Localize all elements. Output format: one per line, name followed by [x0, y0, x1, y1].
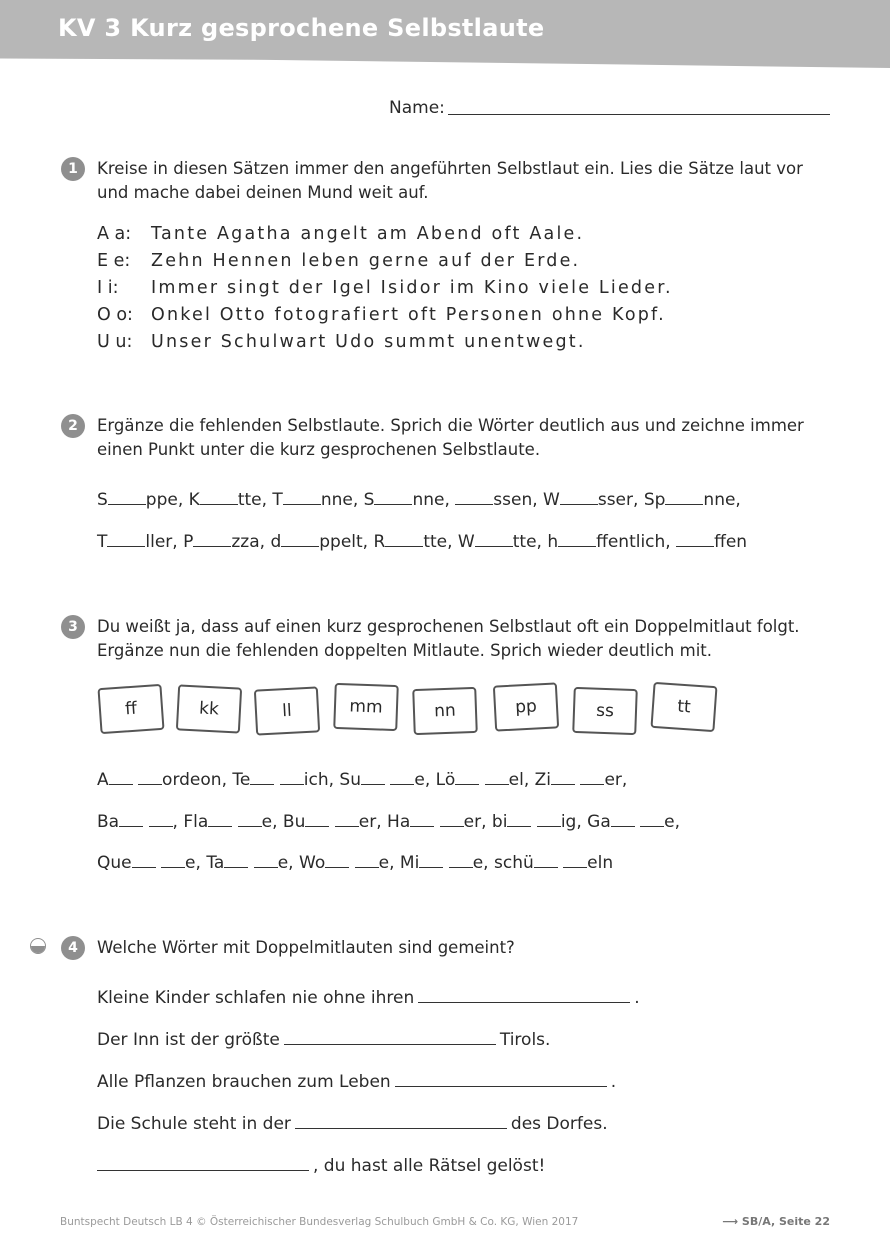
- fill-word: [676, 532, 747, 552]
- fill-word: [644, 490, 741, 510]
- blank-line[interactable]: [335, 812, 359, 827]
- vowel-sentence[interactable]: Immer singt der Igel Isidor im Kino viele Lieder.: [151, 278, 673, 298]
- fill-word: [97, 853, 201, 873]
- blank-line[interactable]: [560, 490, 598, 505]
- task-4-number: 4: [61, 936, 85, 960]
- word-start: Mi: [399, 853, 420, 873]
- blank-line[interactable]: [238, 812, 262, 827]
- word-end: ich,: [303, 770, 334, 790]
- word-end: el,: [508, 770, 530, 790]
- task-2-number: 2: [61, 414, 85, 438]
- blank-line[interactable]: [138, 770, 162, 785]
- answer-line[interactable]: [97, 1156, 309, 1171]
- blank-line[interactable]: [280, 770, 304, 785]
- vowel-sentence[interactable]: Zehn Hennen leben gerne auf der Erde.: [151, 251, 581, 271]
- blank-line[interactable]: [283, 490, 321, 505]
- blank-line[interactable]: [563, 853, 587, 868]
- word-start: T: [272, 490, 283, 510]
- blank-line[interactable]: [108, 490, 146, 505]
- answer-line[interactable]: [284, 1030, 496, 1045]
- word-end: e,: [664, 812, 681, 832]
- word-end: nne,: [703, 490, 741, 510]
- fill-word: [587, 812, 680, 832]
- vowel-sentence[interactable]: Tante Agatha angelt am Abend oft Aale.: [151, 224, 585, 244]
- word-end: e,: [414, 770, 431, 790]
- fill-word: [339, 770, 430, 790]
- blank-line[interactable]: [485, 770, 509, 785]
- blank-line[interactable]: [665, 490, 703, 505]
- word-end: ller,: [145, 532, 178, 552]
- word-end: e,: [261, 812, 278, 832]
- fill-word: [374, 532, 453, 552]
- word-start: Que: [97, 853, 132, 873]
- word-start: Wo: [299, 853, 326, 873]
- blank-line[interactable]: [325, 853, 349, 868]
- word-end: e,: [277, 853, 294, 873]
- blank-line[interactable]: [193, 532, 231, 547]
- vowel-key: O o:: [97, 305, 133, 325]
- blank-line[interactable]: [149, 812, 173, 827]
- consonant-card[interactable]: ll: [254, 686, 320, 735]
- word-end: ordeon,: [162, 770, 227, 790]
- vowel-key: A a:: [97, 224, 132, 244]
- fill-word: [97, 812, 178, 832]
- blank-line[interactable]: [455, 770, 479, 785]
- blank-line[interactable]: [449, 853, 473, 868]
- blank-line[interactable]: [537, 812, 561, 827]
- word-start: S: [97, 490, 108, 510]
- word-end: ig,: [560, 812, 582, 832]
- vowel-key: I i:: [97, 278, 119, 298]
- word-end: ppelt,: [319, 532, 369, 552]
- difficulty-half-icon: [30, 938, 46, 954]
- fill-word: [97, 770, 227, 790]
- vowel-row: [97, 305, 666, 325]
- blank-line[interactable]: [507, 812, 531, 827]
- blank-line[interactable]: [385, 532, 423, 547]
- blank-line[interactable]: [361, 770, 385, 785]
- word-end: ffentlich,: [596, 532, 671, 552]
- sentence-text: Der Inn ist der größte: [97, 1030, 280, 1050]
- footer-page-ref: ⟶ SB/A, Seite 22: [722, 1215, 830, 1228]
- fill-word: [283, 812, 382, 832]
- word-start: P: [183, 532, 194, 552]
- word-start: R: [373, 532, 386, 552]
- word-start: bi: [491, 812, 508, 832]
- fill-word: [232, 770, 334, 790]
- word-end: eln: [587, 853, 614, 873]
- sentence-text: .: [634, 988, 640, 1008]
- task-4-instruction: Welche Wörter mit Doppelmitlauten sind gemeint?: [97, 938, 515, 957]
- blank-line[interactable]: [640, 812, 664, 827]
- fill-word: [183, 812, 277, 832]
- task-3-line-1: [97, 770, 627, 790]
- word-end: tte,: [423, 532, 453, 552]
- word-end: tte,: [512, 532, 542, 552]
- word-end: er,: [604, 770, 628, 790]
- blank-line[interactable]: [390, 770, 414, 785]
- word-start: Bu: [282, 812, 306, 832]
- consonant-card[interactable]: mm: [333, 683, 399, 731]
- word-start: S: [363, 490, 375, 510]
- answer-line[interactable]: [395, 1072, 607, 1087]
- footer-copyright: Buntspecht Deutsch LB 4 © Österreichischer Bundesverlag Schulbuch GmbH & Co. KG, Wien 2017: [60, 1216, 579, 1228]
- task-2-line-1: [97, 490, 741, 510]
- vowel-key: E e:: [97, 251, 131, 271]
- blank-line[interactable]: [224, 853, 248, 868]
- word-start: Ha: [387, 812, 411, 832]
- word-start: Ba: [97, 812, 120, 832]
- blank-line[interactable]: [208, 812, 232, 827]
- fill-word: [189, 490, 267, 510]
- word-end: e,: [378, 853, 395, 873]
- word-end: sser,: [597, 490, 639, 510]
- blank-line[interactable]: [475, 532, 513, 547]
- blank-line[interactable]: [374, 490, 412, 505]
- blank-line[interactable]: [676, 532, 714, 547]
- fill-word: [97, 532, 178, 552]
- word-start: Su: [339, 770, 361, 790]
- answer-line[interactable]: [418, 988, 630, 1003]
- blank-line[interactable]: [419, 853, 443, 868]
- task-2-line-2: [97, 532, 747, 552]
- blank-line[interactable]: [305, 812, 329, 827]
- blank-line[interactable]: [254, 853, 278, 868]
- fill-word: [455, 490, 537, 510]
- name-input-line[interactable]: [448, 114, 830, 115]
- consonant-card[interactable]: nn: [412, 687, 478, 735]
- blank-line[interactable]: [161, 853, 185, 868]
- word-start: d: [270, 532, 282, 552]
- consonant-card[interactable]: tt: [650, 682, 717, 732]
- fill-word: [272, 490, 358, 510]
- blank-line[interactable]: [580, 770, 604, 785]
- blank-line[interactable]: [410, 812, 434, 827]
- fill-word: [387, 812, 486, 832]
- word-start: h: [547, 532, 559, 552]
- fill-word: [492, 812, 582, 832]
- fill-word: [270, 532, 368, 552]
- task-4-sentence-5: [97, 1156, 545, 1176]
- vowel-row: [97, 224, 584, 244]
- blank-line[interactable]: [281, 532, 319, 547]
- word-end: e,: [185, 853, 201, 873]
- task-4-sentence-4: [97, 1114, 608, 1134]
- word-start: Ga: [587, 812, 611, 832]
- task-4-sentence-1: [97, 988, 640, 1008]
- vowel-sentence[interactable]: Onkel Otto fotografiert oft Personen ohne Kopf.: [151, 305, 666, 325]
- word-start: Te: [232, 770, 251, 790]
- fill-word: [494, 853, 613, 873]
- blank-line[interactable]: [534, 853, 558, 868]
- task-1-instruction: Kreise in diesen Sätzen immer den angeführten Selbstlaut ein. Lies die Sätze laut vor und mache dabei deinen Mund weit auf.: [97, 159, 803, 202]
- name-label: Name:: [389, 98, 445, 118]
- blank-line[interactable]: [200, 490, 238, 505]
- word-end: er,: [463, 812, 487, 832]
- task-3-line-2: [97, 812, 680, 832]
- blank-line[interactable]: [558, 532, 596, 547]
- fill-word: [299, 853, 395, 873]
- word-end: nne,: [320, 490, 359, 510]
- word-start: Zi: [534, 770, 552, 790]
- sentence-text: , du hast alle Rätsel gelöst!: [313, 1156, 546, 1176]
- blank-line[interactable]: [250, 770, 274, 785]
- blank-line[interactable]: [355, 853, 379, 868]
- sentence-text: Tirols.: [499, 1030, 551, 1050]
- blank-line[interactable]: [107, 532, 145, 547]
- word-end: ssen,: [493, 490, 538, 510]
- task-4-sentence-3: [97, 1072, 616, 1092]
- sentence-text: Kleine Kinder schlafen nie ohne ihren: [97, 988, 415, 1008]
- vowel-row: [97, 278, 673, 298]
- sentence-text: Alle Pflanzen brauchen zum Leben: [97, 1072, 391, 1092]
- blank-line[interactable]: [132, 853, 156, 868]
- word-end: ,: [172, 812, 178, 832]
- page-title: KV 3 Kurz gesprochene Selbstlaute: [58, 14, 545, 42]
- word-start: T: [97, 532, 108, 552]
- word-start: W: [457, 532, 475, 552]
- sentence-text: .: [610, 1072, 617, 1092]
- fill-word: [458, 532, 542, 552]
- consonant-card[interactable]: kk: [176, 684, 242, 733]
- fill-word: [543, 490, 638, 510]
- consonant-card[interactable]: ss: [572, 687, 638, 735]
- vowel-sentence[interactable]: Unser Schulwart Udo summt unentwegt.: [151, 332, 586, 352]
- blank-line[interactable]: [455, 490, 493, 505]
- fill-word: [436, 770, 530, 790]
- fill-word: [535, 770, 628, 790]
- sentence-text: des Dorfes.: [510, 1114, 608, 1134]
- word-end: e,: [472, 853, 489, 873]
- word-start: Lö: [435, 770, 456, 790]
- fill-word: [97, 490, 183, 510]
- blank-line[interactable]: [119, 812, 143, 827]
- task-3-line-3: [97, 853, 613, 873]
- word-end: tte,: [237, 490, 268, 510]
- sentence-text: Die Schule steht in der: [97, 1114, 291, 1134]
- consonant-card[interactable]: ff: [97, 684, 164, 734]
- blank-line[interactable]: [611, 812, 635, 827]
- word-start: schü: [493, 853, 534, 873]
- consonant-card[interactable]: pp: [493, 682, 559, 731]
- vowel-row: [97, 332, 586, 352]
- task-4-sentence-2: [97, 1030, 550, 1050]
- word-start: Sp: [643, 490, 666, 510]
- word-start: K: [188, 490, 200, 510]
- word-start: Fla: [183, 812, 209, 832]
- task-1-number: 1: [61, 157, 85, 181]
- word-start: A: [97, 770, 109, 790]
- fill-word: [206, 853, 293, 873]
- word-end: zza,: [231, 532, 266, 552]
- answer-line[interactable]: [295, 1114, 507, 1129]
- blank-line[interactable]: [109, 770, 133, 785]
- word-start: W: [543, 490, 560, 510]
- fill-word: [547, 532, 670, 552]
- blank-line[interactable]: [440, 812, 464, 827]
- task-3-instruction: Du weißt ja, dass auf einen kurz gesprochenen Selbstlaut oft ein Doppelmitlaut folgt. Ergänze nun die fehlenden doppelten Mitlaute. Sprich wieder deutlich mit.: [97, 617, 800, 660]
- word-end: ffen: [714, 532, 748, 552]
- word-start: Ta: [206, 853, 225, 873]
- task-3-number: 3: [61, 615, 85, 639]
- word-end: nne,: [412, 490, 450, 510]
- blank-line[interactable]: [551, 770, 575, 785]
- fill-word: [364, 490, 450, 510]
- word-end: er,: [358, 812, 382, 832]
- task-2-instruction: Ergänze die fehlenden Selbstlaute. Sprich die Wörter deutlich aus und zeichne immer einen Punkt unter die kurz gesprochenen Selbstlaute.: [97, 416, 804, 459]
- vowel-row: [97, 251, 580, 271]
- fill-word: [400, 853, 489, 873]
- fill-word: [183, 532, 265, 552]
- vowel-key: U u:: [97, 332, 133, 352]
- word-end: ppe,: [145, 490, 184, 510]
